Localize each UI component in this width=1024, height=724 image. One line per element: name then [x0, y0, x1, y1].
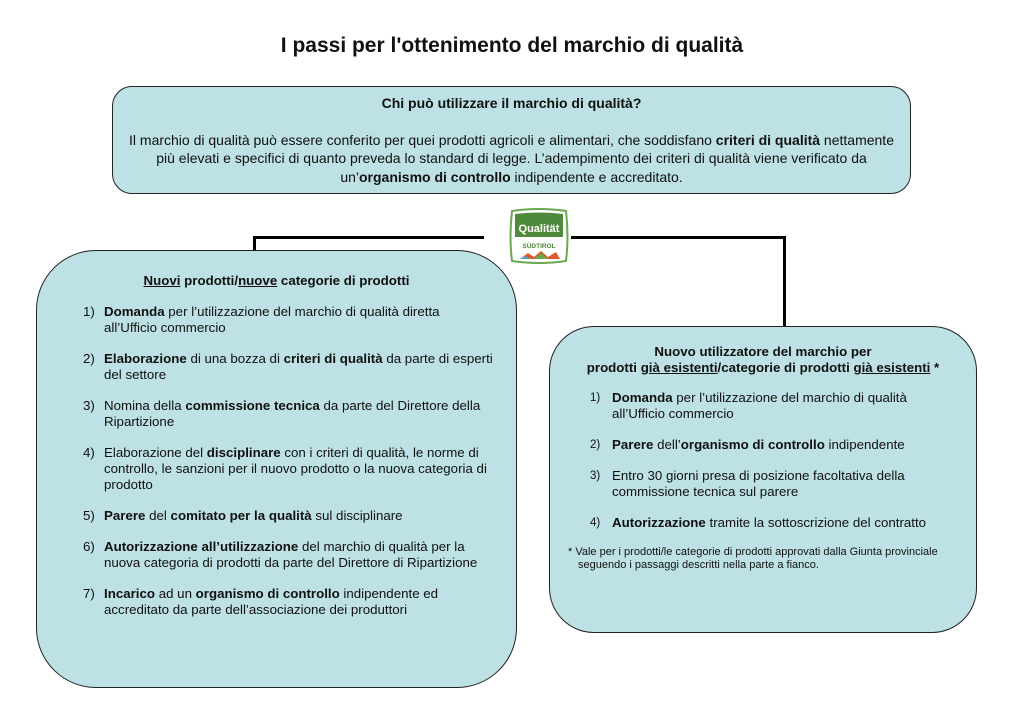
- new-products-heading: [37, 273, 516, 289]
- text-segment: *: [930, 360, 940, 375]
- text-segment: Domanda: [104, 304, 165, 319]
- text-segment: categorie di prodotti: [277, 273, 410, 288]
- step-number: 7): [83, 586, 95, 601]
- text-segment: già esistenti: [640, 360, 718, 375]
- step-number: 4): [83, 445, 95, 460]
- footnote-line-2: seguendo i passaggi descritti nella parte a fianco.: [578, 559, 819, 571]
- text-segment: del: [145, 508, 171, 523]
- step-number: 3): [83, 398, 95, 413]
- text-segment: dell’: [653, 437, 681, 452]
- text-segment: organismo di controllo: [359, 168, 511, 185]
- text-segment: Autorizzazione: [612, 515, 706, 530]
- text-segment: Entro 30 giorni presa di posizione facoltativa della commissione tecnica sul parere: [612, 468, 905, 499]
- existing-products-heading-2: [550, 360, 976, 376]
- text-segment: Incarico: [104, 586, 155, 601]
- text-segment: già esistenti: [853, 360, 931, 375]
- step-number: 2): [590, 439, 601, 451]
- text-segment: Parere: [612, 437, 654, 452]
- step-number: 1): [590, 392, 601, 404]
- text-segment: per l’utilizzazione del marchio di qualità diretta all’Ufficio commercio: [104, 304, 440, 335]
- step-item: [37, 539, 516, 571]
- text-segment: organismo di controllo: [680, 437, 825, 452]
- qualitat-suedtirol-logo: [508, 207, 570, 265]
- text-segment: indipendente ed accreditato da parte dell’associazione dei produttori: [104, 586, 439, 617]
- step-item: [37, 508, 516, 524]
- svg-text:SÜDTIROL: SÜDTIROL: [522, 243, 556, 250]
- text-segment: Parere: [104, 508, 146, 523]
- text-segment: criteri di qualità: [283, 351, 383, 366]
- text-segment: disciplinare: [206, 445, 281, 460]
- step-item: [550, 468, 976, 500]
- text-segment: di una bozza di: [186, 351, 284, 366]
- existing-products-steps: [550, 390, 976, 531]
- text-segment: nettamente più elevati e specifici di quanto preveda lo standard di legge. L’adempimento dei criteri di qualità viene verificato da un’: [156, 131, 894, 185]
- existing-products-heading-1: Nuovo utilizzatore del marchio per: [654, 344, 872, 359]
- text-segment: con i criteri di qualità, le norme di controllo, le sanzioni per il nuovo prodotto o la nuova categoria di prodotto: [104, 445, 487, 492]
- existing-products-box: [549, 326, 977, 633]
- step-item: [37, 304, 516, 336]
- text-segment: Autorizzazione all’utilizzazione: [104, 539, 299, 554]
- text-segment: nuove: [238, 273, 278, 288]
- new-products-steps: [37, 304, 516, 618]
- text-segment: da parte di esperti del settore: [104, 351, 493, 382]
- connector-left-h: [253, 236, 484, 239]
- step-item: [550, 437, 976, 453]
- text-segment: comitato per la qualità: [170, 508, 312, 523]
- intro-box: [112, 86, 911, 194]
- intro-body: [113, 131, 910, 187]
- step-number: 1): [83, 304, 95, 319]
- step-item: [37, 586, 516, 618]
- text-segment: criteri di qualità: [715, 131, 821, 148]
- connector-right-h: [571, 236, 786, 239]
- text-segment: Domanda: [612, 390, 673, 405]
- text-segment: sul disciplinare: [311, 508, 403, 523]
- intro-question: Chi può utilizzare il marchio di qualità?: [381, 95, 642, 111]
- text-segment: Nuovi: [143, 273, 181, 288]
- text-segment: Nomina della: [104, 398, 186, 413]
- step-item: [550, 390, 976, 422]
- step-number: 4): [590, 517, 601, 529]
- text-segment: indipendente: [824, 437, 905, 452]
- text-segment: organismo di controllo: [195, 586, 340, 601]
- text-segment: indipendente e accreditato.: [510, 168, 683, 185]
- page-title: I passi per l'ottenimento del marchio di qualità: [280, 34, 744, 57]
- step-number: 2): [83, 351, 95, 366]
- text-segment: Elaborazione: [104, 351, 187, 366]
- text-segment: /categorie di prodotti: [717, 360, 854, 375]
- text-segment: tramite la sottoscrizione del contratto: [705, 515, 927, 530]
- step-item: [37, 351, 516, 383]
- step-item: [550, 515, 976, 531]
- text-segment: per l’utilizzazione del marchio di qualità all’Ufficio commercio: [612, 390, 907, 421]
- connector-left-v: [253, 236, 256, 251]
- text-segment: prodotti/: [180, 273, 239, 288]
- text-segment: da parte del Direttore della Ripartizione: [104, 398, 481, 429]
- text-segment: ad un: [155, 586, 196, 601]
- step-number: 3): [590, 470, 601, 482]
- step-item: [37, 445, 516, 493]
- svg-text:Qualität: Qualität: [518, 223, 560, 235]
- step-number: 5): [83, 508, 95, 523]
- step-item: [37, 398, 516, 430]
- footnote-line-1: * Vale per i prodotti/le categorie di prodotti approvati dalla Giunta provinciale: [568, 546, 938, 558]
- connector-right-v: [783, 236, 786, 327]
- text-segment: Elaborazione del: [104, 445, 207, 460]
- new-products-box: [36, 250, 517, 688]
- step-number: 6): [83, 539, 95, 554]
- text-segment: prodotti: [586, 360, 641, 375]
- text-segment: del marchio di qualità per la nuova categoria di prodotti da parte del Direttore di Ripartizione: [104, 539, 478, 570]
- text-segment: Il marchio di qualità può essere conferito per quei prodotti agricoli e alimentari, che soddisfano: [129, 131, 716, 148]
- text-segment: commissione tecnica: [185, 398, 320, 413]
